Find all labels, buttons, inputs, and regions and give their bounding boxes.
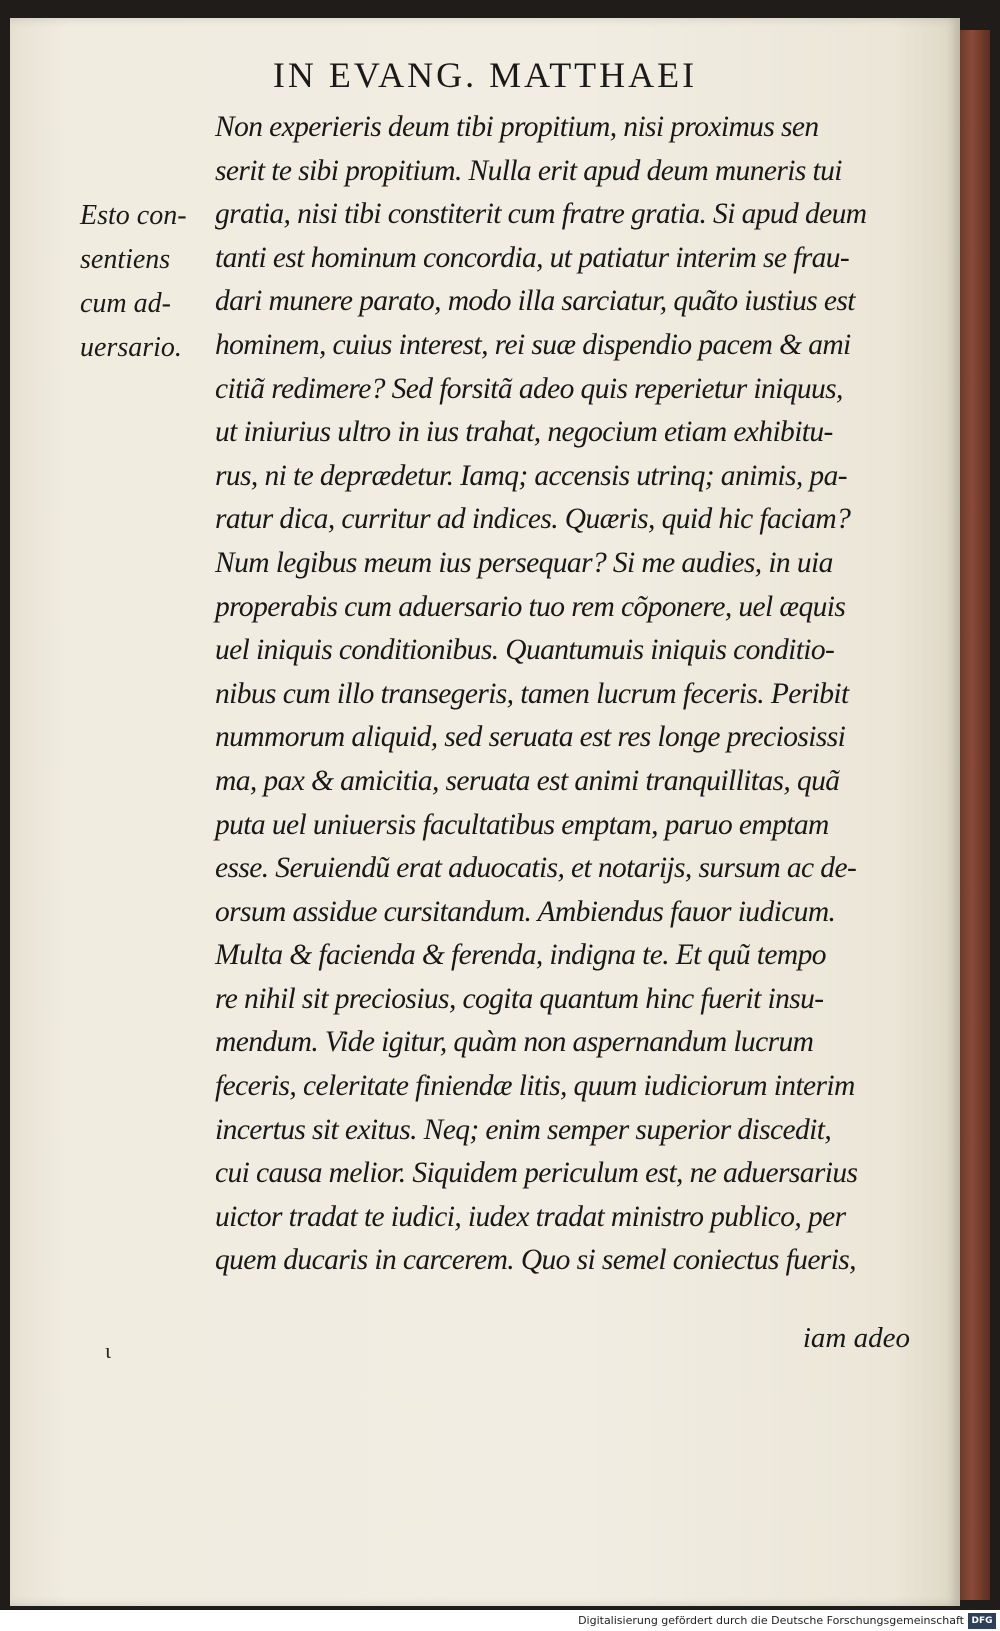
text-line: quem ducaris in carcerem. Quo si semel coniectus fueris,	[215, 1244, 856, 1277]
text-line: citiã redimere? Sed forsitã adeo quis reperietur iniquus,	[215, 372, 843, 405]
text-line: properabis cum aduersario tuo rem cõponere, uel æquis	[215, 590, 846, 623]
text-line: feceris, celeritate finiendæ litis, quum iudiciorum interim	[215, 1070, 855, 1103]
text-line: rus, ni te deprædetur. Iamq; accensis utrinq; animis, pa-	[215, 459, 847, 492]
text-line: serit te sibi propitium. Nulla erit apud deum muneris tui	[215, 154, 842, 187]
ink-mark: ɩ	[105, 1338, 111, 1363]
catchword: iam adeo	[802, 1322, 910, 1354]
body-text	[215, 106, 905, 1283]
text-line: uictor tradat te iudici, iudex tradat ministro publico, per	[215, 1200, 846, 1233]
marginal-note	[80, 194, 208, 370]
text-line: ut iniurius ultro in ius trahat, negocium etiam exhibitu-	[215, 416, 833, 449]
text-line: hominem, cuius interest, rei suæ dispendio pacem & ami	[215, 328, 851, 361]
text-line: ma, pax & amicitia, seruata est animi tranquillitas, quã	[215, 764, 840, 797]
book-edge	[960, 30, 990, 1600]
text-line: uel iniquis conditionibus. Quantumuis iniquis conditio-	[215, 634, 835, 667]
marginal-line: uersario.	[80, 332, 182, 363]
text-line: dari munere parato, modo illa sarciatur, quãto iustius est	[215, 285, 855, 318]
text-line: nummorum aliquid, sed seruata est res longe preciosissi	[215, 721, 846, 754]
text-line: nibus cum illo transegeris, tamen lucrum feceris. Peribit	[215, 677, 849, 710]
dfg-logo: DFG	[968, 1613, 996, 1629]
text-line: ratur dica, curritur ad indices. Quæris, quid hic faciam?	[215, 503, 851, 536]
text-line: Multa & facienda & ferenda, indigna te. Et quũ tempo	[215, 939, 826, 972]
text-line: incertus sit exitus. Neq; enim semper superior discedit,	[215, 1113, 832, 1146]
funding-note: Digitalisierung gefördert durch die Deutsche Forschungsgemeinschaft	[578, 1614, 964, 1627]
text-line: re nihil sit preciosius, cogita quantum hinc fuerit insu-	[215, 982, 824, 1015]
marginal-line: Esto con-	[80, 200, 187, 231]
book-page	[10, 18, 960, 1606]
text-line: Non experieris deum tibi propitium, nisi proximus sen	[215, 111, 819, 143]
footer-bar	[0, 1612, 1000, 1631]
text-line: gratia, nisi tibi constiterit cum fratre gratia. Si apud deum	[215, 198, 867, 231]
text-line: orsum assidue cursitandum. Ambiendus fauor iudicum.	[215, 895, 836, 928]
running-title: IN EVANG. MATTHAEI	[272, 55, 698, 95]
marginal-line: cum ad-	[80, 288, 171, 319]
text-line: Num legibus meum ius persequar? Si me audies, in uia	[215, 546, 833, 579]
text-line: mendum. Vide igitur, quàm non aspernandum lucrum	[215, 1026, 814, 1059]
text-line: cui causa melior. Siquidem periculum est, ne aduersarius	[215, 1157, 858, 1190]
text-line: puta uel uniuersis facultatibus emptam, paruo emptam	[215, 808, 829, 841]
marginal-line: sentiens	[80, 244, 171, 275]
text-line: esse. Seruiendũ erat aduocatis, et notarijs, sursum ac de-	[215, 852, 857, 885]
text-line: tanti est hominum concordia, ut patiatur interim se frau-	[215, 241, 850, 274]
